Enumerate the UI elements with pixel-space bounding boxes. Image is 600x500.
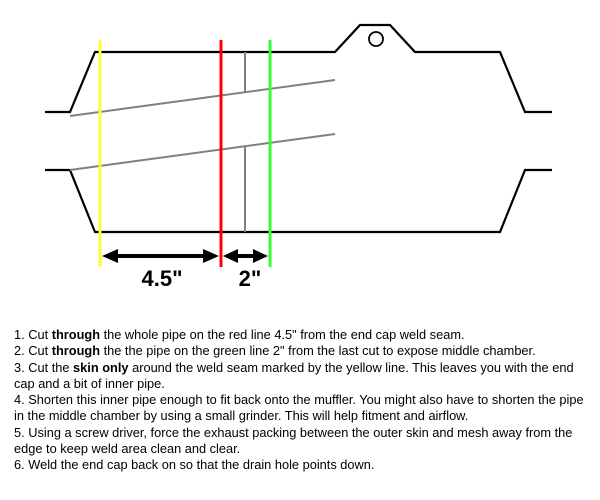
instruction-step: 4. Shorten this inner pipe enough to fit back onto the muffler. You might also have to shorten the pipe in the middle chamber by using a small grinder. This will help fitment and airflow. <box>14 392 584 424</box>
inner-pipe-top <box>70 80 335 116</box>
instruction-step: 5. Using a screw driver, force the exhaust packing between the outer skin and mesh away from the edge to keep weld area clean and clear. <box>14 424 573 457</box>
instruction-step: 6. Weld the end cap back on so that the drain hole points down. <box>14 457 375 473</box>
dimension-arrow-left <box>102 249 219 263</box>
instruction-step: 3. Cut the skin only around the weld seam marked by the yellow line. This leaves you with the end cap and a bit of inner pipe. <box>14 359 574 391</box>
muffler-outline <box>45 25 552 112</box>
muffler-outline-bottom <box>45 170 552 232</box>
instruction-step: 2. Cut through the the pipe on the green line 2" from the last cut to expose middle chamber. <box>14 343 536 359</box>
inner-pipe-bottom <box>70 134 335 170</box>
drain-hole-icon <box>369 32 383 46</box>
dimension-label-right: 2" <box>238 266 262 291</box>
dimension-arrow-right <box>223 249 268 263</box>
instruction-list <box>14 327 590 474</box>
instruction-step: 1. Cut through the whole pipe on the red line 4.5" from the end cap weld seam. <box>14 327 465 342</box>
dimension-label-left: 4.5" <box>141 266 183 291</box>
